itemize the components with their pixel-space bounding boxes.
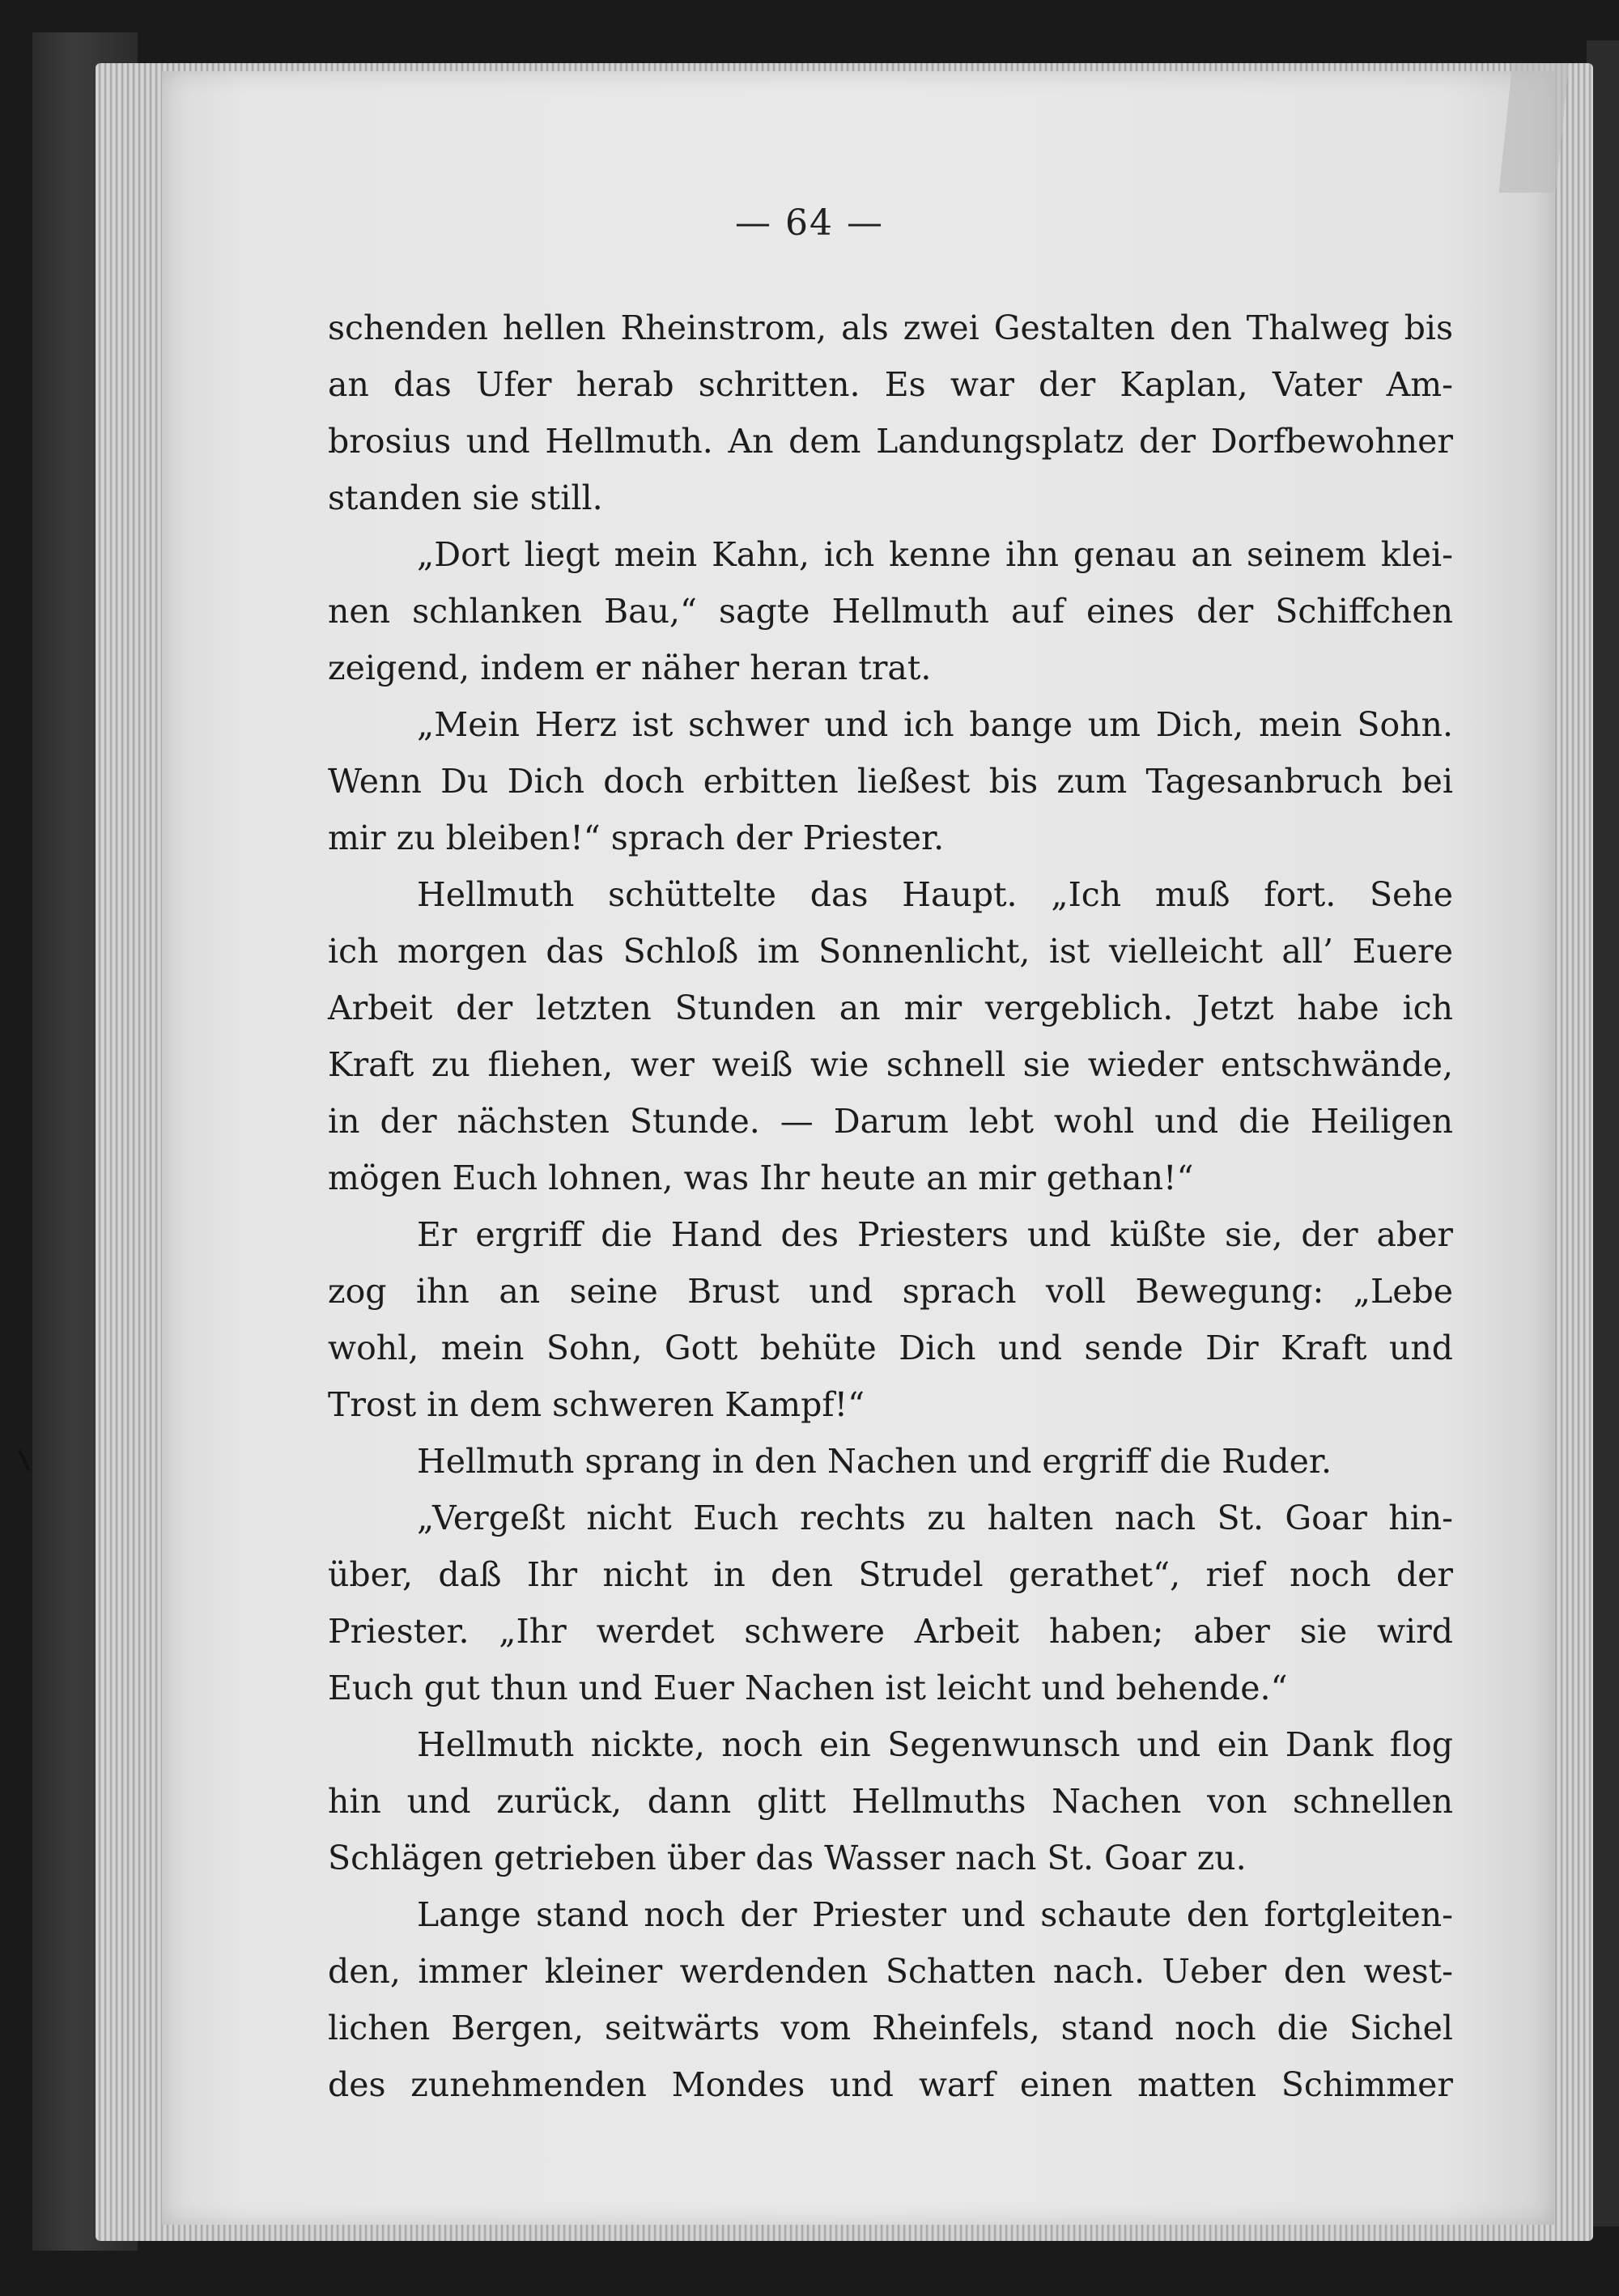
text-line: Arbeit der letzten Stunden an mir vergeblich. Jetzt habe ich: [328, 989, 1453, 1027]
text-line: mögen Euch lohnen, was Ihr heute an mir gethan!“: [328, 1159, 1194, 1197]
text-line: „Mein Herz ist schwer und ich bange um Dich, mein Sohn.: [417, 705, 1453, 744]
text-line: Lange stand noch der Priester und schaute den fortgleiten-: [417, 1895, 1453, 1934]
page-number: — 64 —: [735, 202, 884, 244]
text-line: Wenn Du Dich doch erbitten ließest bis zum Tagesanbruch bei: [328, 762, 1453, 801]
text-line: Hellmuth sprang in den Nachen und ergriff die Ruder.: [417, 1442, 1332, 1481]
text-line: an das Ufer herab schritten. Es war der Kaplan, Vater Am-: [328, 365, 1453, 404]
text-line: Priester. „Ihr werdet schwere Arbeit haben; aber sie wird: [328, 1612, 1453, 1651]
text-line: mir zu bleiben!“ sprach der Priester.: [328, 818, 945, 857]
text-line: Hellmuth schüttelte das Haupt. „Ich muß fort. Sehe: [417, 875, 1453, 914]
text-line: Kraft zu fliehen, wer weiß wie schnell sie wieder entschwände,: [328, 1045, 1453, 1084]
scan-mark: [18, 1449, 30, 1471]
text-line: Schlägen getrieben über das Wasser nach St. Goar zu.: [328, 1839, 1247, 1877]
text-line: über, daß Ihr nicht in den Strudel gerathet“, rief noch der: [328, 1555, 1453, 1594]
text-line: schenden hellen Rheinstrom, als zwei Gestalten den Thalweg bis: [328, 308, 1453, 347]
text-line: zeigend, indem er näher heran trat.: [328, 648, 932, 687]
text-line: brosius und Hellmuth. An dem Landungsplatz der Dorfbewohner: [328, 422, 1453, 461]
body-text: [328, 300, 1453, 2113]
text-line: Hellmuth nickte, noch ein Segenwunsch und ein Dank flog: [417, 1725, 1453, 1764]
text-line: standen sie still.: [328, 478, 603, 517]
text-line: den, immer kleiner werdenden Schatten nach. Ueber den west-: [328, 1952, 1453, 1991]
text-line: „Dort liegt mein Kahn, ich kenne ihn genau an seinem klei-: [417, 535, 1453, 574]
text-line: nen schlanken Bau,“ sagte Hellmuth auf eines der Schiffchen: [328, 592, 1453, 631]
text-line: „Vergeßt nicht Euch rechts zu halten nach St. Goar hin-: [417, 1499, 1453, 1537]
text-line: ich morgen das Schloß im Sonnenlicht, ist vielleicht all’ Euere: [328, 932, 1453, 971]
text-line: zog ihn an seine Brust und sprach voll Bewegung: „Lebe: [328, 1272, 1453, 1311]
text-line: des zunehmenden Mondes und warf einen matten Schimmer: [328, 2065, 1453, 2104]
text-line: Trost in dem schweren Kampf!“: [328, 1385, 865, 1424]
text-line: Er ergriff die Hand des Priesters und küßte sie, der aber: [417, 1215, 1453, 1254]
text-line: Euch gut thun und Euer Nachen ist leicht und behende.“: [328, 1669, 1288, 1707]
text-line: lichen Bergen, seitwärts vom Rheinfels, stand noch die Sichel: [328, 2009, 1453, 2047]
text-line: in der nächsten Stunde. — Darum lebt wohl und die Heiligen: [328, 1102, 1453, 1141]
text-line: hin und zurück, dann glitt Hellmuths Nachen von schnellen: [328, 1782, 1453, 1821]
text-line: wohl, mein Sohn, Gott behüte Dich und sende Dir Kraft und: [328, 1329, 1453, 1367]
